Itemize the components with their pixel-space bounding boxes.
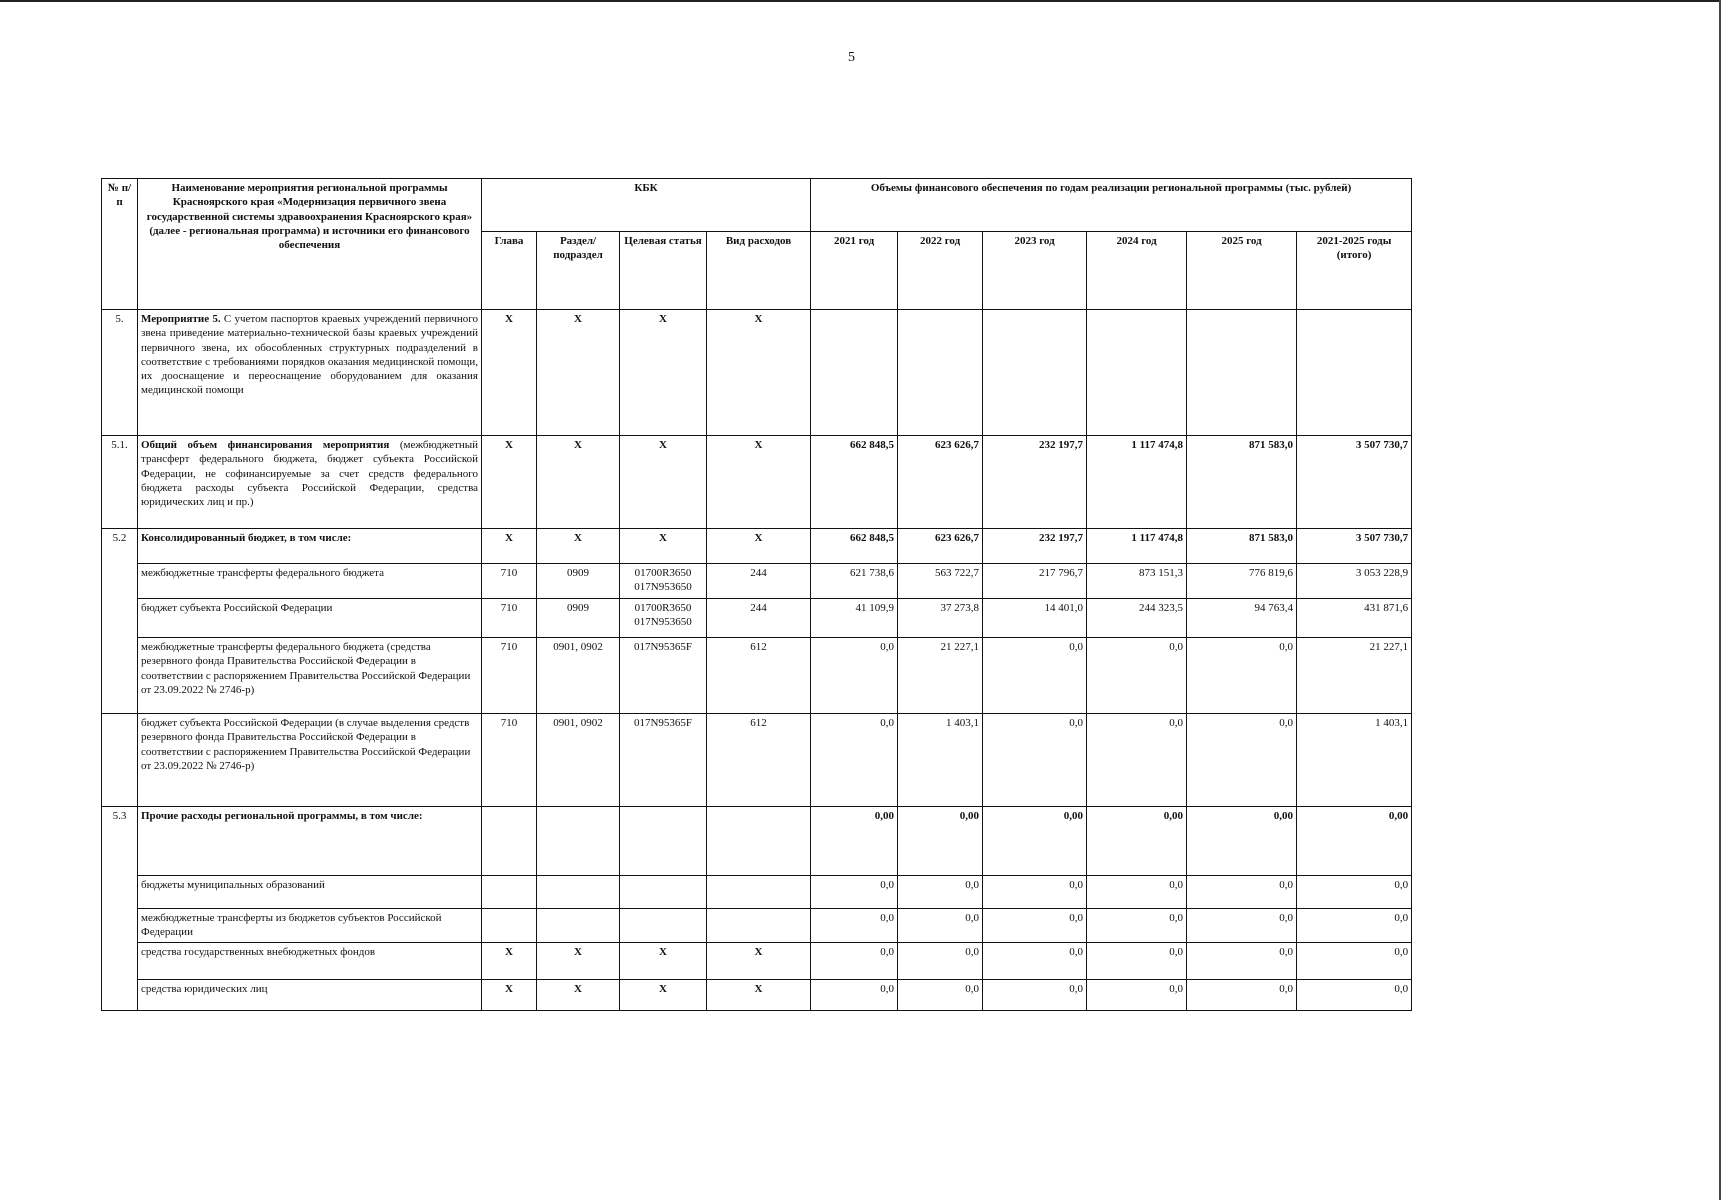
value-2021: 0,0	[811, 876, 898, 909]
kbk-glava	[482, 909, 537, 943]
kbk-glava: 710	[482, 564, 537, 599]
kbk-razdel: 0901, 0902	[537, 714, 620, 807]
value-2021: 662 848,5	[811, 436, 898, 529]
kbk-celevaya	[620, 909, 707, 943]
header-year-2025: 2025 год	[1187, 232, 1297, 310]
kbk-razdel: 0909	[537, 564, 620, 599]
value-2023: 0,0	[983, 942, 1087, 979]
row-name: бюджет субъекта Российской Федерации (в случае выделения средств резервного фонда Правительства Российской Федерации в соответствии с распоряжением Правительства Российской Федерации от 23.09.2022 № 2746-р)	[138, 714, 482, 807]
value-2022: 1 403,1	[898, 714, 983, 807]
kbk-celevaya: Х	[620, 979, 707, 1010]
header-kbk: КБК	[482, 179, 811, 232]
kbk-vid: 612	[707, 714, 811, 807]
header-volumes: Объемы финансового обеспечения по годам реализации региональной программы (тыс. рублей)	[811, 179, 1412, 232]
value-2022: 0,0	[898, 979, 983, 1010]
value-2022: 37 273,8	[898, 599, 983, 638]
table-row-5-3-sub-4	[102, 979, 1412, 1010]
kbk-vid	[707, 876, 811, 909]
kbk-vid	[707, 807, 811, 876]
row-name-bold: Общий объем финансирования мероприятия	[141, 439, 390, 451]
value-2022: 563 722,7	[898, 564, 983, 599]
kbk-celevaya: 017N95365F	[620, 638, 707, 714]
kbk-vid: 612	[707, 638, 811, 714]
kbk-celevaya: 017N95365F	[620, 714, 707, 807]
value-2025: 0,0	[1187, 638, 1297, 714]
value-2023: 0,0	[983, 638, 1087, 714]
value-2025: 871 583,0	[1187, 436, 1297, 529]
row-name	[138, 310, 482, 436]
value-2022: 0,00	[898, 807, 983, 876]
row-no: 5.2	[102, 529, 138, 714]
row-name: средства юридических лиц	[138, 979, 482, 1010]
value-2021: 0,0	[811, 638, 898, 714]
kbk-razdel: Х	[537, 529, 620, 564]
kbk-razdel	[537, 807, 620, 876]
value-2025: 0,0	[1187, 909, 1297, 943]
row-no: 5.3	[102, 807, 138, 1011]
header-name: Наименование мероприятия региональной программы Красноярского края «Модернизация первичного звена государственной системы здравоохранения Красноярского края» (далее - региональная программа) и источники его финансового обеспечения	[138, 179, 482, 310]
value-total: 3 507 730,7	[1297, 529, 1412, 564]
header-vid: Вид расходов	[707, 232, 811, 310]
value-2023: 0,0	[983, 979, 1087, 1010]
header-no: № п/п	[102, 179, 138, 310]
value-2021: 0,0	[811, 979, 898, 1010]
row-name: средства государственных внебюджетных фондов	[138, 942, 482, 979]
value-2024: 0,0	[1087, 979, 1187, 1010]
row-no-empty	[102, 714, 138, 807]
kbk-celevaya: Х	[620, 310, 707, 436]
row-name: межбюджетные трансферты из бюджетов субъектов Российской Федерации	[138, 909, 482, 943]
value-2021: 0,00	[811, 807, 898, 876]
kbk-celevaya: Х	[620, 436, 707, 529]
row-name: межбюджетные трансферты федерального бюджета (средства резервного фонда Правительства Российской Федерации в соответствии с распоряжением Правительства Российской Федерации от 23.09.2022 № 2746-р)	[138, 638, 482, 714]
value-total	[1297, 310, 1412, 436]
row-name	[138, 436, 482, 529]
table-row-5-1	[102, 436, 1412, 529]
value-2024: 0,0	[1087, 909, 1187, 943]
kbk-celevaya	[620, 876, 707, 909]
value-2023: 0,00	[983, 807, 1087, 876]
kbk-glava: 710	[482, 714, 537, 807]
page-top-border	[0, 0, 1721, 2]
value-2023: 0,0	[983, 909, 1087, 943]
value-2024: 873 151,3	[1087, 564, 1187, 599]
value-2023: 14 401,0	[983, 599, 1087, 638]
value-2022: 0,0	[898, 876, 983, 909]
header-year-2024: 2024 год	[1087, 232, 1187, 310]
value-2024: 0,0	[1087, 942, 1187, 979]
value-2024: 244 323,5	[1087, 599, 1187, 638]
table-row-5	[102, 310, 1412, 436]
header-year-2023: 2023 год	[983, 232, 1087, 310]
row-name-text: (межбюджетный трансферт федерального бюджета, бюджет субъекта Российской Федерации, не софинансируемые за счет средств федерального бюджета расходы субъекта Российской Федерации, средства юридических лиц и пр.)	[141, 439, 479, 509]
kbk-glava: Х	[482, 310, 537, 436]
value-2022: 623 626,7	[898, 529, 983, 564]
value-2025	[1187, 310, 1297, 436]
kbk-glava: Х	[482, 979, 537, 1010]
row-name-text: С учетом паспортов краевых учреждений первичного звена приведение материально-технической базы краевых учреждений первичного звена, их обособленных структурных подразделений в соответствие с требованиями порядков оказания медицинской помощи, их дооснащение и переоснащение оборудованием для оказания медицинской помощи	[141, 313, 478, 397]
value-2023	[983, 310, 1087, 436]
kbk-glava: Х	[482, 942, 537, 979]
header-glava: Глава	[482, 232, 537, 310]
kbk-glava: 710	[482, 599, 537, 638]
kbk-vid: 244	[707, 599, 811, 638]
value-2022: 623 626,7	[898, 436, 983, 529]
kbk-glava: 710	[482, 638, 537, 714]
value-2025: 0,00	[1187, 807, 1297, 876]
value-2021: 621 738,6	[811, 564, 898, 599]
kbk-razdel: 0909	[537, 599, 620, 638]
row-name-bold: Мероприятие 5.	[141, 313, 221, 325]
kbk-vid: 244	[707, 564, 811, 599]
kbk-razdel	[537, 876, 620, 909]
table-row-5-3	[102, 807, 1412, 876]
value-total: 1 403,1	[1297, 714, 1412, 807]
value-2024	[1087, 310, 1187, 436]
table-row-5-2	[102, 529, 1412, 564]
kbk-glava	[482, 807, 537, 876]
value-2021: 0,0	[811, 909, 898, 943]
value-2025: 0,0	[1187, 714, 1297, 807]
value-2025: 871 583,0	[1187, 529, 1297, 564]
value-2025: 776 819,6	[1187, 564, 1297, 599]
value-2022: 21 227,1	[898, 638, 983, 714]
value-2022	[898, 310, 983, 436]
value-2023: 232 197,7	[983, 436, 1087, 529]
value-2023: 217 796,7	[983, 564, 1087, 599]
header-year-2022: 2022 год	[898, 232, 983, 310]
value-total: 21 227,1	[1297, 638, 1412, 714]
value-2023: 232 197,7	[983, 529, 1087, 564]
kbk-razdel: Х	[537, 942, 620, 979]
header-row-1	[102, 179, 1412, 232]
value-2025: 0,0	[1187, 979, 1297, 1010]
celevaya-code-2: 017N953650	[634, 581, 692, 594]
value-2021: 662 848,5	[811, 529, 898, 564]
row-name: Прочие расходы региональной программы, в том числе:	[138, 807, 482, 876]
value-2022: 0,0	[898, 909, 983, 943]
kbk-razdel: Х	[537, 310, 620, 436]
value-total: 3 507 730,7	[1297, 436, 1412, 529]
value-total: 0,0	[1297, 979, 1412, 1010]
table-row-5-3-sub-2	[102, 909, 1412, 943]
kbk-vid: Х	[707, 979, 811, 1010]
row-name: бюджет субъекта Российской Федерации	[138, 599, 482, 638]
header-year-total: 2021-2025 годы (итого)	[1297, 232, 1412, 310]
kbk-vid: Х	[707, 310, 811, 436]
value-total: 0,0	[1297, 909, 1412, 943]
value-2021: 41 109,9	[811, 599, 898, 638]
value-2022: 0,0	[898, 942, 983, 979]
value-2021: 0,0	[811, 942, 898, 979]
kbk-glava: Х	[482, 529, 537, 564]
row-name: Консолидированный бюджет, в том числе:	[138, 529, 482, 564]
row-name: межбюджетные трансферты федерального бюджета	[138, 564, 482, 599]
value-2025: 94 763,4	[1187, 599, 1297, 638]
value-2024: 0,0	[1087, 638, 1187, 714]
table-row-5-2-sub-3	[102, 638, 1412, 714]
value-total: 3 053 228,9	[1297, 564, 1412, 599]
value-2025: 0,0	[1187, 942, 1297, 979]
kbk-vid	[707, 909, 811, 943]
kbk-celevaya	[620, 599, 707, 638]
table-row-5-2-sub-4	[102, 714, 1412, 807]
kbk-celevaya	[620, 807, 707, 876]
kbk-razdel: Х	[537, 436, 620, 529]
value-2021	[811, 310, 898, 436]
kbk-celevaya: Х	[620, 942, 707, 979]
value-total: 0,0	[1297, 876, 1412, 909]
kbk-vid: Х	[707, 436, 811, 529]
kbk-glava: Х	[482, 436, 537, 529]
value-2023: 0,0	[983, 876, 1087, 909]
value-2024: 0,0	[1087, 714, 1187, 807]
table-row-5-3-sub-3	[102, 942, 1412, 979]
celevaya-code-2: 017N953650	[634, 616, 692, 629]
value-2025: 0,0	[1187, 876, 1297, 909]
value-2024: 0,0	[1087, 876, 1187, 909]
row-name: бюджеты муниципальных образований	[138, 876, 482, 909]
value-2024: 0,00	[1087, 807, 1187, 876]
kbk-celevaya	[620, 564, 707, 599]
financing-table	[101, 178, 1412, 1011]
header-razdel: Раздел/ подраздел	[537, 232, 620, 310]
page-number: 5	[848, 50, 855, 65]
table-row-5-2-sub-2	[102, 599, 1412, 638]
value-total: 0,00	[1297, 807, 1412, 876]
value-total: 0,0	[1297, 942, 1412, 979]
value-2021: 0,0	[811, 714, 898, 807]
kbk-vid: Х	[707, 942, 811, 979]
table-row-5-3-sub-1	[102, 876, 1412, 909]
value-total: 431 871,6	[1297, 599, 1412, 638]
value-2023: 0,0	[983, 714, 1087, 807]
header-celevaya: Целевая статья	[620, 232, 707, 310]
kbk-razdel: 0901, 0902	[537, 638, 620, 714]
celevaya-code-1: 01700R3650	[634, 567, 692, 579]
value-2024: 1 117 474,8	[1087, 529, 1187, 564]
kbk-vid: Х	[707, 529, 811, 564]
kbk-razdel: Х	[537, 979, 620, 1010]
row-no: 5.1.	[102, 436, 138, 529]
celevaya-code-1: 01700R3650	[634, 602, 692, 614]
value-2024: 1 117 474,8	[1087, 436, 1187, 529]
row-no: 5.	[102, 310, 138, 436]
kbk-razdel	[537, 909, 620, 943]
kbk-glava	[482, 876, 537, 909]
kbk-celevaya: Х	[620, 529, 707, 564]
table-row-5-2-sub-1	[102, 564, 1412, 599]
header-year-2021: 2021 год	[811, 232, 898, 310]
